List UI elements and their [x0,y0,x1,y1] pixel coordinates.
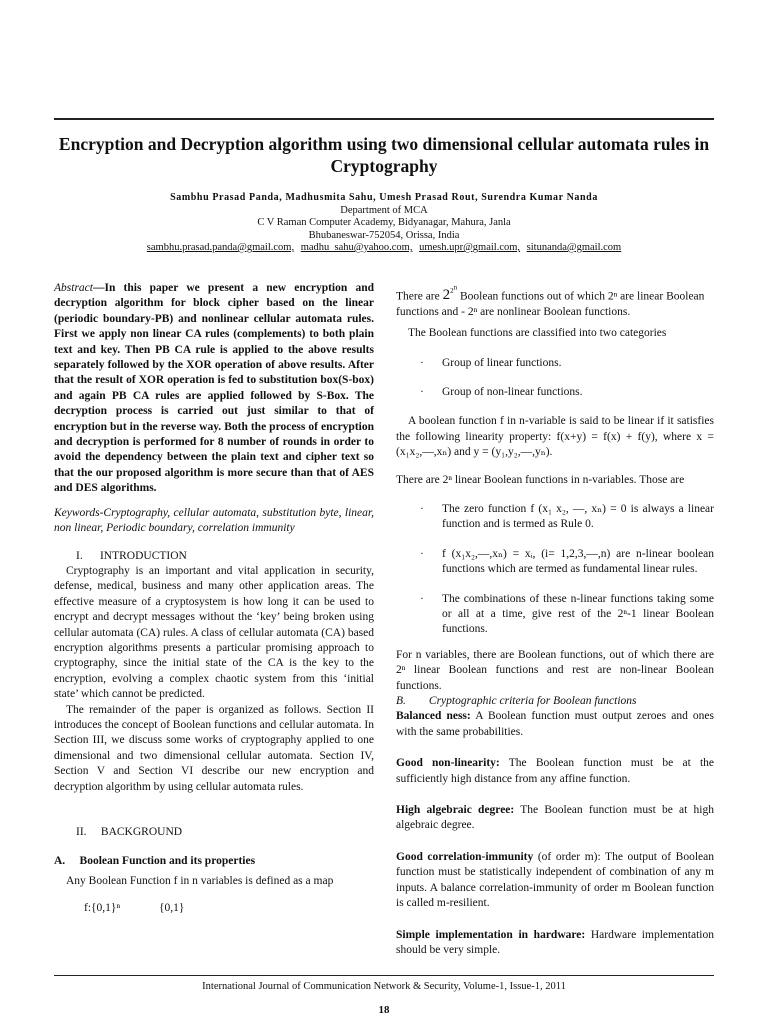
criterion-degree [396,803,714,834]
page-number: 18 [378,1004,390,1016]
section-background [54,825,374,917]
classified-paragraph: The Boolean functions are classified into two categories [408,327,667,340]
map-codomain: {0,1} [158,902,185,915]
background-paragraph: Any Boolean Function f in n variables is defined as a map [66,874,334,887]
section-heading-background: II. BACKGROUND [76,826,183,838]
top-rule [54,118,714,120]
author-block [54,192,714,255]
n-variables-paragraph: For n variables, there are Boolean functions, out of which there are 2ⁿ linear Boolean functions and rest are non-linear Boolean functions. [396,648,714,692]
criterion-text: The Boolean function must be at high algebraic degree. [396,804,714,832]
category-nonlinear: Group of non-linear functions. [442,385,583,398]
criterion-correlation [396,850,714,912]
email-link[interactable]: sambhu.prasad.panda@gmail.com, [146,242,295,253]
category-linear: Group of linear functions. [442,356,562,369]
list-item: · The combinations of these n-linear functions taking some or all at a time, give rest of the 2ⁿ-1 linear Boolean functions. [420,592,714,636]
author-institute: C V Raman Computer Academy, Bidyanagar, Mahura, Janla [257,217,511,228]
criterion-text: The Boolean function must be at the sufficiently high distance from any affine function. [396,757,715,785]
criterion-text: Hardware implementation should be very simple. [396,928,714,956]
count-text-a: There are [396,290,440,303]
count-text-b: Boolean functions out of which 2ⁿ are linear Boolean functions and - 2ⁿ are nonlinear Boolean functions. [396,290,705,318]
boolean-map [54,901,374,916]
criterion-text: (of order m): The output of Boolean function must be statistically independent of combination of any m inputs. A balance correlation-immunity of order m Boolean function is called m-resilient. [396,850,715,910]
count-paragraph [396,281,714,320]
criterion-text: A Boolean function must output zeroes and ones with the same probabilities. [396,710,714,738]
author-dept: Department of MCA [340,204,428,216]
paper-title: Encryption and Decryption algorithm using two dimensional cellular automata rules in Cryptography [58,134,710,176]
criterion-nonlinearity [396,756,714,787]
criterion-label: Good non-linearity: [396,757,500,770]
keywords: Keywords-Cryptography, cellular automata, substitution byte, linear, non linear, Periodic boundary, correlation immunity [54,506,374,535]
left-column [54,281,374,917]
count-formula: $2^{2^n}$ [442,284,458,304]
section-introduction [54,549,374,796]
bullet-zero-function: The zero function f (x₁ x₂, —, xₙ) = 0 is always a linear function and is termed as Rule 0. [442,502,714,531]
abstract-text: —In this paper we present a new encryption and decryption algorithm for block cipher based on the linear (periodic boundary-PB) and nonlinear cellular automata rules. First we apply non linear CA rules (complements) to both plain text and key. Then PB CA rule is applied to the above results separately followed by the XOR operation of above results. After that the result of XOR operation is fed to substitution box(S-box) and again PB CA rules are applied followed by S-Box. The decryption process is carried out just similar to that of encryption but in the reverse way. Both the process of encryption and decryption is performed for 8 number of rounds in order to avoid the dependency between the plain text and cipher text so that the our proposed algorithm is more secure than that of AES and DES algorithms. [54,282,374,495]
list-item: · f (x₁x₂,—,xₙ) = xᵢ, (i= 1,2,3,—,n) are n-linear boolean functions which are termed as fundamental linear rules. [420,547,714,576]
map-domain: f:{0,1}ⁿ [84,902,121,915]
subsection-heading-b: B. Cryptographic criteria for Boolean functions [396,695,637,708]
bullet-combinations: The combinations of these n-linear functions taking some or all at a time, give rest of the 2ⁿ-1 linear Boolean functions. [442,592,714,636]
criterion-label: Simple implementation in hardware: [396,928,586,941]
list-item: · Group of non-linear functions. [420,385,583,398]
criterion-balanced [396,709,714,740]
section-heading-introduction: I. INTRODUCTION [76,549,187,562]
email-link[interactable]: umesh.upr@gmail.com, [419,242,521,253]
linear-definition: A boolean function f in n-variable is said to be linear if it satisfies the following linearity property: f(x+y) = f(x) + f(y), where x = (x₁x₂,—,xₙ) and y = (y₁,y₂,—,yₙ). [396,415,714,459]
intro-paragraph-2: The remainder of the paper is organized as follows. Section II introduces the concept of Boolean functions and cellular automata. In Section III, we discuss some works of cryptography applied to one dimensional and two dimensional cellular automata. Section IV, Section V and Section VI describe our new encryption and decryption algorithm by using cellular automata rules. [54,703,374,793]
list-item: · Group of linear functions. [420,356,562,369]
linear-count-paragraph: There are 2ⁿ linear Boolean functions in n-variables. Those are [396,473,685,486]
criterion-label: High algebraic degree: [396,804,515,817]
intro-paragraph-1: Cryptography is an important and vital application in security, defense, medical, business and many other application areas. The effective measure of a cryptosystem is how long it can be used to encrypt and decrypt messages without the ‘key’ being broken using cellular automata (CA) rules. A class of cellular automata (CA) based encryption algorithms presents a particular promising approach to cryptography, since the initial state of the CA is the key to the encryption, evolving a complex chaotic system from this ‘initial state’ which cannot be predicted. [54,564,374,701]
right-column [396,281,714,958]
bottom-rule [54,975,714,976]
abstract-label: Abstract [54,282,93,294]
criterion-hardware [396,928,714,959]
subsection-heading-a: A. Boolean Function and its properties [54,855,256,868]
bullet-fundamental-rules: f (x₁x₂,—,xₙ) = xᵢ, (i= 1,2,3,—,n) are n-linear boolean functions which are termed as fundamental linear rules. [442,547,714,576]
author-city: Bhubaneswar-752054, Orissa, India [308,229,460,241]
list-item: · The zero function f (x₁ x₂, —, xₙ) = 0 is always a linear function and is termed as Rule 0. [420,502,714,531]
criterion-label: Good correlation-immunity [396,850,534,863]
email-link[interactable]: madhu_sahu@yahoo.com, [300,242,413,253]
email-link[interactable]: situnanda@gmail.com [526,242,622,253]
abstract [54,281,374,497]
author-names: Sambhu Prasad Panda, Madhusmita Sahu, Umesh Prasad Rout, Surendra Kumar Nanda [170,192,598,203]
journal-footer: International Journal of Communication Network & Security, Volume-1, Issue-1, 2011 [202,981,566,992]
criterion-label: Balanced ness: [396,710,471,723]
author-emails [54,242,714,255]
